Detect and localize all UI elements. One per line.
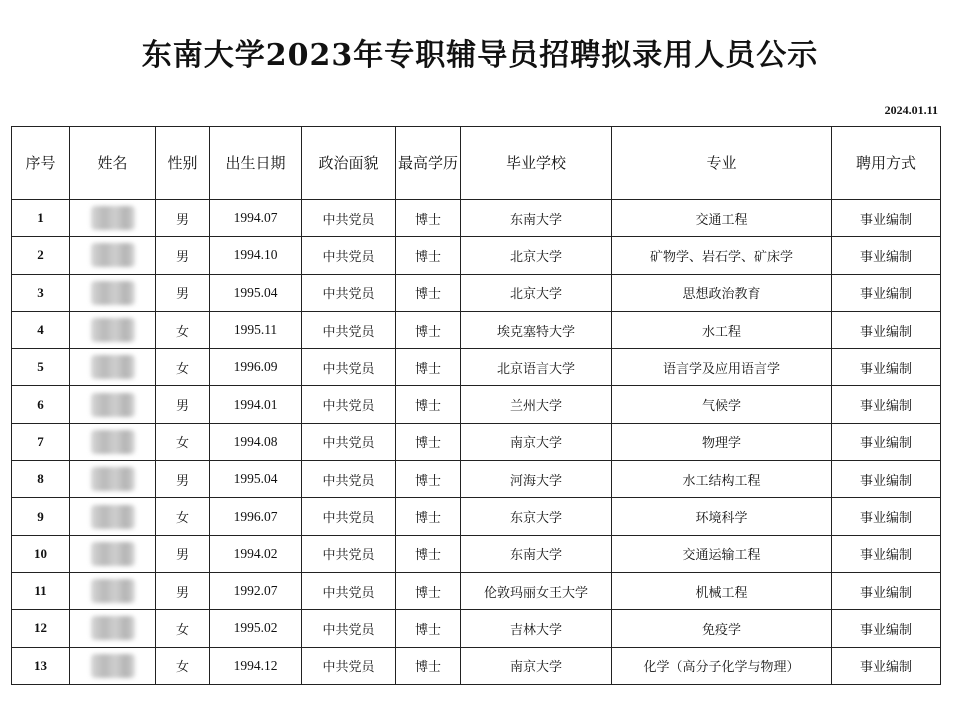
redacted-name [91,505,135,529]
cell-degree: 博士 [396,535,461,572]
cell-gender: 男 [156,535,210,572]
cell-political-status: 中共党员 [302,461,396,498]
cell-school: 南京大学 [461,423,612,460]
cell-birth-date: 1994.01 [210,386,302,423]
cell-index: 8 [12,461,70,498]
cell-birth-date: 1992.07 [210,572,302,609]
cell-index: 12 [12,610,70,647]
cell-major: 思想政治教育 [612,274,832,311]
cell-degree: 博士 [396,647,461,684]
cell-major: 环境科学 [612,498,832,535]
header-index: 序号 [12,127,70,200]
cell-hire-type: 事业编制 [832,498,941,535]
cell-index: 2 [12,237,70,274]
cell-hire-type: 事业编制 [832,386,941,423]
cell-name [70,200,156,237]
cell-name [70,349,156,386]
cell-name [70,274,156,311]
cell-political-status: 中共党员 [302,423,396,460]
redacted-name [91,318,135,342]
cell-major: 水工结构工程 [612,461,832,498]
redacted-name [91,542,135,566]
cell-degree: 博士 [396,274,461,311]
cell-index: 11 [12,572,70,609]
redacted-name [91,355,135,379]
cell-political-status: 中共党员 [302,311,396,348]
header-gender: 性别 [156,127,210,200]
cell-political-status: 中共党员 [302,386,396,423]
cell-birth-date: 1995.04 [210,461,302,498]
cell-hire-type: 事业编制 [832,572,941,609]
table-row [12,311,941,348]
cell-major: 化学（高分子化学与物理） [612,647,832,684]
table-row [12,461,941,498]
cell-birth-date: 1996.07 [210,498,302,535]
cell-index: 10 [12,535,70,572]
header-major: 专业 [612,127,832,200]
cell-name [70,535,156,572]
cell-political-status: 中共党员 [302,572,396,609]
table-row [12,572,941,609]
cell-index: 5 [12,349,70,386]
table-body [12,200,941,685]
cell-major: 免疫学 [612,610,832,647]
cell-major: 矿物学、岩石学、矿床学 [612,237,832,274]
cell-degree: 博士 [396,572,461,609]
cell-degree: 博士 [396,610,461,647]
cell-gender: 女 [156,349,210,386]
cell-degree: 博士 [396,423,461,460]
cell-political-status: 中共党员 [302,498,396,535]
cell-gender: 男 [156,274,210,311]
cell-political-status: 中共党员 [302,200,396,237]
cell-major: 语言学及应用语言学 [612,349,832,386]
table-row [12,237,941,274]
cell-name [70,610,156,647]
cell-school: 东南大学 [461,535,612,572]
header-birth-date: 出生日期 [210,127,302,200]
cell-major: 气候学 [612,386,832,423]
cell-name [70,461,156,498]
cell-gender: 女 [156,647,210,684]
cell-index: 6 [12,386,70,423]
cell-hire-type: 事业编制 [832,274,941,311]
cell-birth-date: 1995.04 [210,274,302,311]
cell-birth-date: 1994.08 [210,423,302,460]
cell-name [70,647,156,684]
cell-school: 埃克塞特大学 [461,311,612,348]
cell-hire-type: 事业编制 [832,200,941,237]
redacted-name [91,393,135,417]
cell-hire-type: 事业编制 [832,311,941,348]
cell-gender: 男 [156,237,210,274]
redacted-name [91,243,135,267]
table-row [12,535,941,572]
table-row [12,647,941,684]
cell-hire-type: 事业编制 [832,647,941,684]
redacted-name [91,206,135,230]
candidate-table [11,126,941,685]
cell-index: 4 [12,311,70,348]
cell-school: 北京语言大学 [461,349,612,386]
cell-index: 9 [12,498,70,535]
cell-gender: 男 [156,200,210,237]
cell-birth-date: 1996.09 [210,349,302,386]
cell-name [70,237,156,274]
cell-school: 河海大学 [461,461,612,498]
cell-political-status: 中共党员 [302,237,396,274]
cell-school: 伦敦玛丽女王大学 [461,572,612,609]
table-row [12,200,941,237]
cell-school: 北京大学 [461,274,612,311]
table-row [12,274,941,311]
cell-index: 7 [12,423,70,460]
cell-degree: 博士 [396,311,461,348]
cell-political-status: 中共党员 [302,274,396,311]
cell-birth-date: 1994.10 [210,237,302,274]
cell-degree: 博士 [396,498,461,535]
cell-hire-type: 事业编制 [832,461,941,498]
cell-name [70,423,156,460]
cell-school: 北京大学 [461,237,612,274]
header-name: 姓名 [70,127,156,200]
cell-gender: 女 [156,498,210,535]
cell-name [70,572,156,609]
header-highest-degree: 最高学历 [396,127,461,200]
cell-index: 13 [12,647,70,684]
cell-degree: 博士 [396,386,461,423]
header-graduate-school: 毕业学校 [461,127,612,200]
cell-gender: 女 [156,610,210,647]
cell-hire-type: 事业编制 [832,610,941,647]
header-political-status: 政治面貌 [302,127,396,200]
redacted-name [91,281,135,305]
redacted-name [91,467,135,491]
redacted-name [91,654,135,678]
cell-birth-date: 1995.11 [210,311,302,348]
cell-gender: 女 [156,311,210,348]
cell-gender: 男 [156,572,210,609]
table-header-row [12,127,941,200]
redacted-name [91,579,135,603]
cell-hire-type: 事业编制 [832,237,941,274]
cell-degree: 博士 [396,349,461,386]
cell-political-status: 中共党员 [302,535,396,572]
cell-school: 东南大学 [461,200,612,237]
cell-gender: 男 [156,461,210,498]
publish-date: 2024.01.11 [884,103,938,117]
cell-birth-date: 1994.07 [210,200,302,237]
cell-degree: 博士 [396,200,461,237]
cell-major: 物理学 [612,423,832,460]
cell-school: 兰州大学 [461,386,612,423]
cell-index: 1 [12,200,70,237]
cell-school: 东京大学 [461,498,612,535]
cell-index: 3 [12,274,70,311]
page-title: 东南大学2023年专职辅导员招聘拟录用人员公示 [141,38,819,73]
cell-hire-type: 事业编制 [832,535,941,572]
table-row [12,386,941,423]
cell-major: 交通运输工程 [612,535,832,572]
cell-name [70,498,156,535]
cell-school: 南京大学 [461,647,612,684]
cell-name [70,311,156,348]
redacted-name [91,430,135,454]
cell-political-status: 中共党员 [302,647,396,684]
cell-gender: 男 [156,386,210,423]
cell-gender: 女 [156,423,210,460]
redacted-name [91,616,135,640]
cell-school: 吉林大学 [461,610,612,647]
table-row [12,423,941,460]
cell-degree: 博士 [396,237,461,274]
cell-major: 机械工程 [612,572,832,609]
cell-name [70,386,156,423]
cell-hire-type: 事业编制 [832,349,941,386]
cell-hire-type: 事业编制 [832,423,941,460]
cell-degree: 博士 [396,461,461,498]
cell-political-status: 中共党员 [302,610,396,647]
cell-major: 交通工程 [612,200,832,237]
table-row [12,498,941,535]
cell-major: 水工程 [612,311,832,348]
cell-birth-date: 1994.02 [210,535,302,572]
cell-birth-date: 1995.02 [210,610,302,647]
table-row [12,610,941,647]
table-row [12,349,941,386]
cell-birth-date: 1994.12 [210,647,302,684]
header-hire-type: 聘用方式 [832,127,941,200]
cell-political-status: 中共党员 [302,349,396,386]
